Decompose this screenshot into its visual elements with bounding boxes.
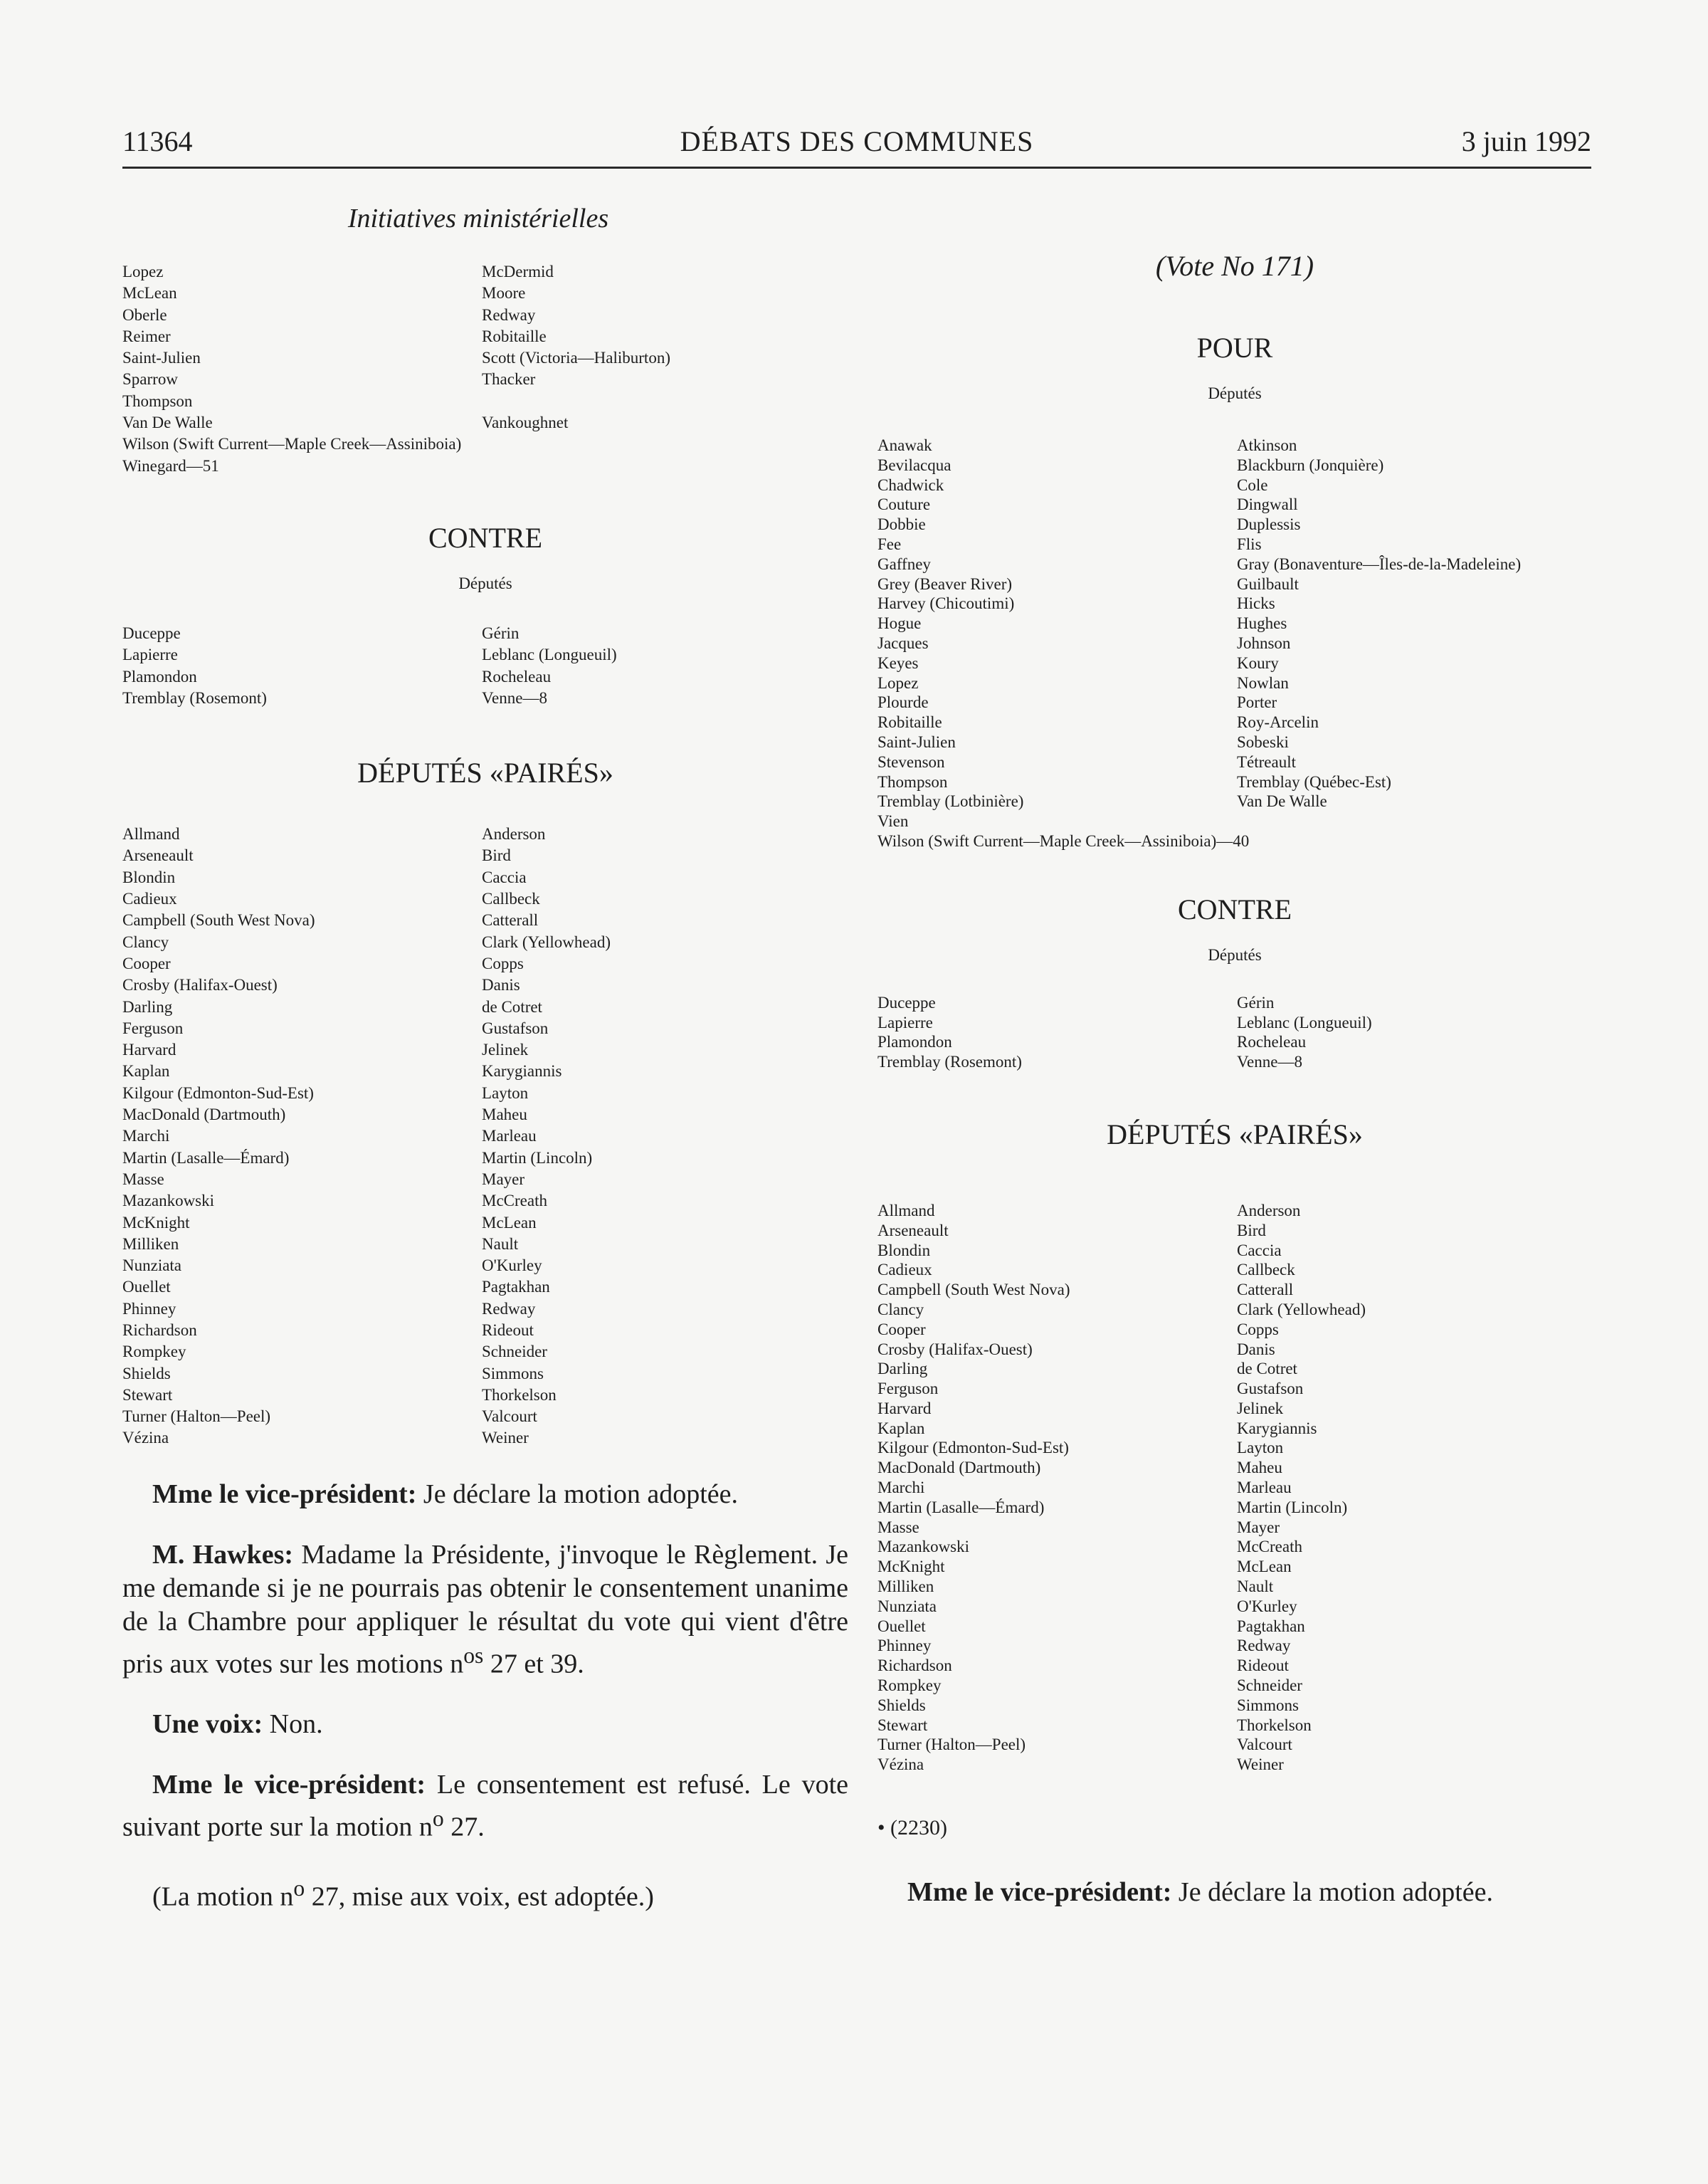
- member-name: Sparrow: [122, 370, 178, 389]
- member-name: Redway: [482, 305, 536, 324]
- member-name: Nault: [482, 1234, 519, 1253]
- member-name: Harvard: [122, 1041, 176, 1059]
- member-name: Karygiannis: [1237, 1419, 1317, 1437]
- member-name: Bevilacqua: [877, 456, 951, 474]
- speaker-name: M. Hawkes:: [152, 1539, 294, 1570]
- member-name: Karygiannis: [482, 1062, 562, 1081]
- member-name: Weiner: [1237, 1755, 1284, 1774]
- member-name: O'Kurley: [482, 1256, 542, 1275]
- member-name: Phinney: [877, 1637, 932, 1655]
- member-name: Redway: [482, 1299, 536, 1318]
- member-name: Kilgour (Edmonton-Sud-Est): [122, 1083, 314, 1102]
- contre-list: [122, 623, 848, 709]
- member-name: Campbell (South West Nova): [122, 911, 315, 930]
- member-name: Anawak: [877, 436, 932, 454]
- member-name: Vézina: [122, 1429, 169, 1447]
- member-name: Guilbault: [1237, 574, 1299, 593]
- member-name: Leblanc (Longueuil): [482, 646, 617, 664]
- member-name: Anderson: [1237, 1201, 1301, 1219]
- member-name: Marleau: [1237, 1479, 1292, 1497]
- publication-title: DÉBATS DES COMMUNES: [680, 125, 1034, 157]
- member-name: Schneider: [1237, 1676, 1302, 1695]
- member-name: MacDonald (Dartmouth): [877, 1459, 1041, 1477]
- member-name: Couture: [877, 495, 931, 514]
- member-name: Kaplan: [122, 1062, 170, 1081]
- name-column: [482, 261, 848, 477]
- member-name: Leblanc (Longueuil): [1237, 1013, 1372, 1031]
- member-name: de Cotret: [1237, 1360, 1297, 1378]
- member-name: Gérin: [482, 624, 520, 642]
- member-name: Chadwick: [877, 476, 944, 494]
- member-name: de Cotret: [482, 997, 542, 1016]
- member-name: Van De Walle: [122, 414, 213, 432]
- member-name: Allmand: [122, 825, 180, 844]
- member-name: Turner (Halton—Peel): [122, 1407, 271, 1426]
- superscript: os: [463, 1642, 484, 1668]
- member-name: Jelinek: [1237, 1399, 1284, 1417]
- member-name: Thacker: [482, 370, 536, 389]
- member-name: Nunziata: [877, 1597, 937, 1615]
- superscript: o: [293, 1876, 305, 1901]
- name-column: [122, 261, 482, 477]
- member-name: Clark (Yellowhead): [482, 933, 611, 951]
- member-name: Milliken: [122, 1234, 179, 1253]
- member-name: Lopez: [122, 263, 164, 280]
- member-name: McLean: [482, 1213, 537, 1232]
- member-name: Arseneault: [877, 1221, 949, 1239]
- member-name: Jacques: [877, 634, 929, 652]
- member-name: Tremblay (Lotbinière): [877, 792, 1024, 811]
- member-name: Caccia: [482, 868, 527, 886]
- member-name: Martin (Lasalle—Émard): [122, 1148, 290, 1167]
- member-name: Rompkey: [122, 1343, 186, 1361]
- member-name: McCreath: [482, 1192, 547, 1210]
- member-name: Phinney: [122, 1299, 176, 1318]
- name-column: [482, 824, 848, 1449]
- member-name: Venne—8: [1237, 1053, 1302, 1071]
- member-name: Plourde: [877, 693, 929, 712]
- member-name: Fee: [877, 535, 902, 553]
- member-name: Plamondon: [877, 1033, 952, 1051]
- paragraph-speaker-statement: [122, 1708, 848, 1741]
- name-column: [122, 824, 482, 1449]
- member-name: Blondin: [877, 1241, 931, 1259]
- member-name: Cooper: [122, 954, 171, 972]
- member-name: Layton: [1237, 1439, 1284, 1457]
- member-name: Copps: [1237, 1320, 1279, 1338]
- member-name: Dingwall: [1237, 495, 1298, 514]
- member-name: Van De Walle: [1237, 792, 1327, 811]
- member-name: Lapierre: [877, 1013, 933, 1031]
- member-name: Kaplan: [877, 1419, 925, 1437]
- member-name: McKnight: [122, 1213, 190, 1232]
- section-subtitle: Députés: [458, 574, 512, 592]
- speech-text: 27.: [443, 1812, 485, 1843]
- member-name: Cooper: [877, 1320, 926, 1338]
- member-name: Thompson: [122, 392, 193, 410]
- speaker-name: Une voix:: [152, 1709, 263, 1740]
- member-name: Callbeck: [1237, 1261, 1295, 1279]
- member-name: Redway: [1237, 1637, 1291, 1655]
- pour-list: [877, 436, 1592, 851]
- member-name: Gérin: [1237, 993, 1275, 1012]
- member-name: Dobbie: [877, 515, 926, 534]
- paragraph-procedural-note: [122, 1871, 848, 1914]
- member-name: Sobeski: [1237, 733, 1289, 751]
- member-name: Mazankowski: [877, 1538, 970, 1556]
- member-name: Lapierre: [122, 646, 178, 664]
- member-name: Cadieux: [122, 890, 177, 908]
- member-name: Vien: [877, 812, 909, 831]
- left-column: [122, 203, 848, 1914]
- member-name: Anderson: [482, 825, 546, 844]
- member-name: Hogue: [877, 614, 922, 633]
- member-name: Vézina: [877, 1755, 924, 1774]
- member-name: Arseneault: [122, 846, 194, 865]
- page-date: 3 juin 1992: [1461, 125, 1591, 157]
- member-name: Thorkelson: [1237, 1716, 1312, 1734]
- member-name: Clark (Yellowhead): [1237, 1300, 1366, 1318]
- member-name: Mayer: [1237, 1518, 1280, 1536]
- member-name: Masse: [122, 1170, 164, 1188]
- speaker-name: Mme le vice-président:: [152, 1479, 417, 1509]
- member-name: Maheu: [1237, 1459, 1282, 1477]
- member-name: Atkinson: [1237, 436, 1297, 454]
- member-name: Caccia: [1237, 1241, 1282, 1259]
- member-name: Bird: [482, 846, 511, 865]
- section-title-pour: POUR: [1196, 332, 1273, 364]
- member-name: MacDonald (Dartmouth): [122, 1106, 286, 1124]
- name-column: [1237, 436, 1592, 851]
- speech-text: Non.: [263, 1709, 323, 1740]
- right-column: [877, 249, 1592, 1909]
- member-name: Hicks: [1237, 594, 1275, 613]
- member-name: Marchi: [877, 1479, 925, 1497]
- name-column: [482, 623, 848, 709]
- member-name: Callbeck: [482, 890, 540, 908]
- name-column: [1237, 993, 1592, 1072]
- member-name: Wilson (Swift Current—Maple Creek—Assiniboia)—40: [877, 831, 1250, 850]
- contre-list: [877, 993, 1592, 1072]
- section-title-contre: CONTRE: [1178, 893, 1292, 925]
- section-title-contre: CONTRE: [428, 521, 542, 554]
- member-name: Rocheleau: [1237, 1033, 1307, 1051]
- member-name: Clancy: [877, 1300, 924, 1318]
- member-name: Stewart: [122, 1385, 173, 1404]
- member-name: Oberle: [122, 305, 167, 324]
- member-name: Layton: [482, 1083, 529, 1102]
- member-name: Stewart: [877, 1716, 928, 1734]
- pour-continued-list: [122, 261, 848, 477]
- member-name: McLean: [1237, 1558, 1292, 1576]
- speech-text: Je déclare la motion adoptée.: [1171, 1877, 1494, 1908]
- member-name: Kilgour (Edmonton-Sud-Est): [877, 1439, 1069, 1457]
- section-title-paires: DÉPUTÉS «PAIRÉS»: [1107, 1118, 1363, 1150]
- member-name: Maheu: [482, 1106, 527, 1124]
- member-name: Blondin: [122, 868, 176, 886]
- member-name: Weiner: [482, 1429, 529, 1447]
- member-name: Roy-Arcelin: [1237, 713, 1319, 732]
- member-name: Crosby (Halifax-Ouest): [122, 976, 278, 994]
- member-name: Tremblay (Rosemont): [122, 688, 267, 707]
- member-name: Shields: [877, 1696, 926, 1714]
- paires-list: [877, 1201, 1592, 1775]
- member-name: Duceppe: [122, 624, 181, 642]
- member-name: Tremblay (Rosemont): [877, 1053, 1022, 1071]
- member-name: Campbell (South West Nova): [877, 1281, 1070, 1299]
- member-name: Venne—8: [482, 688, 547, 707]
- member-name: Duplessis: [1237, 515, 1301, 534]
- name-column: [877, 993, 1237, 1072]
- member-name: Wilson (Swift Current—Maple Creek—Assiniboia): [122, 435, 462, 453]
- member-name: Saint-Julien: [877, 733, 956, 751]
- member-name: O'Kurley: [1237, 1597, 1297, 1615]
- member-name: Robitaille: [482, 327, 547, 345]
- member-name: Gaffney: [877, 555, 931, 573]
- member-name: Milliken: [877, 1577, 934, 1596]
- speech-text: 27 et 39.: [483, 1649, 584, 1679]
- member-name: Stevenson: [877, 752, 945, 771]
- page-header: [122, 125, 1591, 162]
- speaker-name: Mme le vice-président:: [152, 1770, 426, 1800]
- member-name: Darling: [877, 1360, 928, 1378]
- member-name: Grey (Beaver River): [877, 574, 1013, 593]
- name-column: [122, 623, 482, 709]
- member-name: Valcourt: [1237, 1736, 1292, 1754]
- speaker-name: Mme le vice-président:: [907, 1877, 1172, 1908]
- member-name: Ouellet: [877, 1617, 926, 1635]
- member-name: Allmand: [877, 1201, 935, 1219]
- header-rule: [122, 167, 1591, 169]
- member-name: Mayer: [482, 1170, 525, 1188]
- member-name: Winegard—51: [122, 456, 219, 475]
- member-name: Scott (Victoria—Haliburton): [482, 349, 670, 367]
- paragraph-speaker-statement: [122, 1768, 848, 1844]
- section-subtitle: Députés: [1208, 384, 1262, 402]
- member-name: Rompkey: [877, 1676, 942, 1695]
- member-name: McKnight: [877, 1558, 945, 1576]
- member-name: Turner (Halton—Peel): [877, 1736, 1026, 1754]
- member-name: Darling: [122, 997, 173, 1016]
- member-name: Cole: [1237, 476, 1268, 494]
- running-head: Initiatives ministérielles: [347, 204, 609, 233]
- member-name: Martin (Lasalle—Émard): [877, 1498, 1045, 1516]
- member-name: Johnson: [1237, 634, 1291, 652]
- member-name: Tremblay (Québec-Est): [1237, 772, 1391, 791]
- member-name: Rideout: [1237, 1657, 1289, 1675]
- member-name: Jelinek: [482, 1041, 529, 1059]
- vote-number: (Vote No 171): [1155, 250, 1314, 282]
- member-name: Nault: [1237, 1577, 1274, 1596]
- member-name: Catterall: [482, 911, 539, 930]
- member-name: Porter: [1237, 693, 1277, 712]
- member-name: Ferguson: [122, 1019, 184, 1037]
- note-text: (La motion n: [152, 1881, 294, 1912]
- member-name: Robitaille: [877, 713, 942, 732]
- member-name: Lopez: [877, 673, 919, 692]
- page-number: 11364: [122, 125, 193, 157]
- member-name: Harvard: [877, 1399, 932, 1417]
- member-name: Duceppe: [877, 993, 936, 1012]
- member-name: McCreath: [1237, 1538, 1302, 1556]
- member-name: Catterall: [1237, 1281, 1294, 1299]
- member-name: Moore: [482, 284, 526, 303]
- member-name: Richardson: [877, 1657, 952, 1675]
- member-name: Schneider: [482, 1343, 547, 1361]
- name-column: [1237, 1201, 1592, 1775]
- member-name: Martin (Lincoln): [482, 1148, 593, 1167]
- member-name: Koury: [1237, 653, 1279, 672]
- paragraph-speaker-statement: [122, 1478, 848, 1511]
- member-name: Thorkelson: [482, 1385, 557, 1404]
- member-name: Crosby (Halifax-Ouest): [877, 1340, 1033, 1358]
- member-name: Marchi: [122, 1127, 170, 1145]
- member-name: Danis: [482, 976, 520, 994]
- member-name: Shields: [122, 1364, 171, 1382]
- section-subtitle: Députés: [1208, 945, 1262, 964]
- member-name: Bird: [1237, 1221, 1266, 1239]
- member-name: Copps: [482, 954, 524, 972]
- member-name: Richardson: [122, 1321, 197, 1339]
- member-name: McDermid: [482, 263, 554, 280]
- member-name: Martin (Lincoln): [1237, 1498, 1348, 1516]
- speech-text: Le consentement est refusé. Le vote suivant porte sur la motion n: [122, 1770, 848, 1843]
- member-name: Ouellet: [122, 1278, 171, 1296]
- member-name: Cadieux: [877, 1261, 932, 1279]
- member-name: Keyes: [877, 653, 919, 672]
- member-name: Pagtakhan: [1237, 1617, 1305, 1635]
- member-name: Tétreault: [1237, 752, 1297, 771]
- member-name: Harvey (Chicoutimi): [877, 594, 1015, 613]
- member-name: Thompson: [877, 772, 948, 791]
- section-title-paires: DÉPUTÉS «PAIRÉS»: [357, 757, 613, 789]
- member-name: Gustafson: [482, 1019, 549, 1037]
- member-name: Gustafson: [1237, 1380, 1304, 1398]
- member-name: Nunziata: [122, 1256, 182, 1275]
- member-name: Simmons: [482, 1364, 544, 1382]
- member-name: Ferguson: [877, 1380, 939, 1398]
- member-name: Danis: [1237, 1340, 1275, 1358]
- member-name: Gray (Bonaventure—Îles-de-la-Madeleine): [1237, 555, 1522, 573]
- member-name: Marleau: [482, 1127, 537, 1145]
- speech-text: Je déclare la motion adoptée.: [416, 1479, 739, 1509]
- member-name: Plamondon: [122, 667, 197, 686]
- member-name: Blackburn (Jonquière): [1237, 456, 1384, 474]
- paires-list: [122, 824, 848, 1449]
- member-name: Simmons: [1237, 1696, 1299, 1714]
- time-marker: • (2230): [877, 1816, 947, 1840]
- member-name: Valcourt: [482, 1407, 537, 1426]
- speech-text: Madame la Présidente, j'invoque le Règlement. Je me demande si je ne pourrais pas obtenir le consentement unanime de la Chambre pour appliquer le résultat du vote qui vient d'être pris aux votes sur les motions n: [122, 1539, 848, 1679]
- member-name: Nowlan: [1237, 673, 1289, 692]
- member-name: Pagtakhan: [482, 1278, 550, 1296]
- member-name: Reimer: [122, 327, 171, 345]
- name-column: [877, 1201, 1237, 1775]
- superscript: o: [432, 1806, 444, 1832]
- member-name: Mazankowski: [122, 1192, 215, 1210]
- paragraph-speaker-statement: [877, 1876, 1592, 1909]
- paragraph-speaker-statement: [122, 1538, 848, 1681]
- member-name: Saint-Julien: [122, 349, 201, 367]
- member-name: Hughes: [1237, 614, 1287, 633]
- note-text: 27, mise aux voix, est adoptée.): [305, 1881, 654, 1912]
- member-name: Flis: [1237, 535, 1262, 553]
- member-name: McLean: [122, 284, 177, 303]
- member-name: Masse: [877, 1518, 919, 1536]
- member-name: Vankoughnet: [482, 414, 569, 432]
- member-name: Rocheleau: [482, 667, 552, 686]
- member-name: [482, 391, 848, 412]
- member-name: Clancy: [122, 933, 169, 951]
- member-name: Rideout: [482, 1321, 534, 1339]
